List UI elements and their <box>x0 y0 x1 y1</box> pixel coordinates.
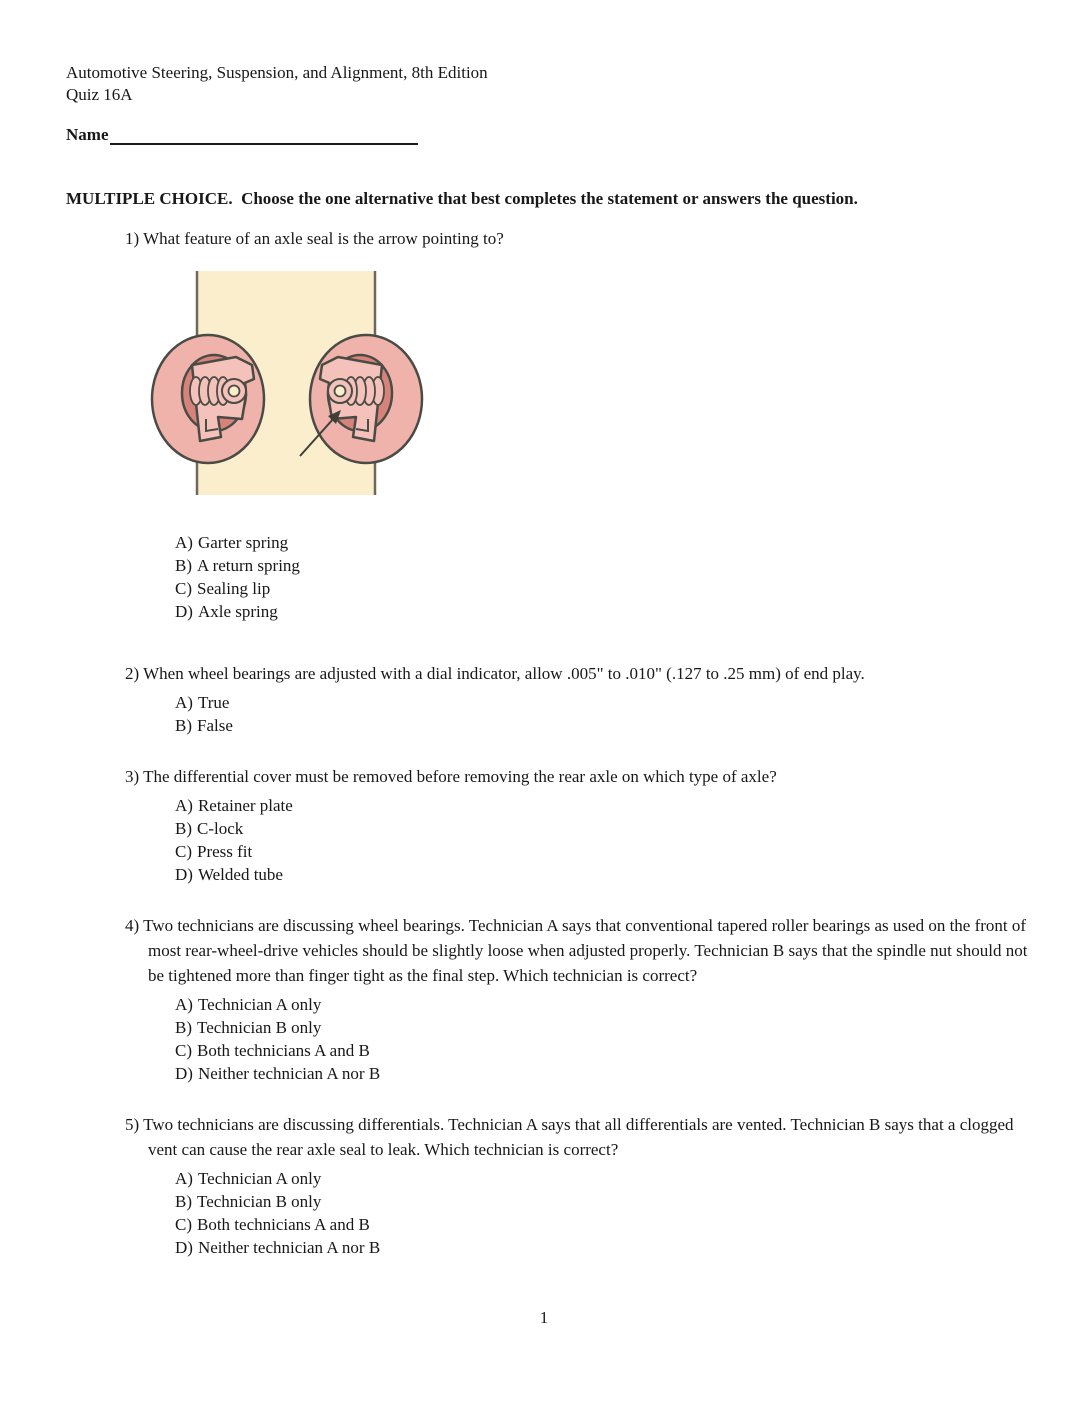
question-number: 3) <box>125 767 140 786</box>
answer-option: C) Press fit <box>175 842 253 861</box>
question-2 <box>125 661 1088 737</box>
answer-option: D) Neither technician A nor B <box>175 1064 381 1083</box>
question-2-options <box>175 691 1088 737</box>
question-number: 2) <box>125 664 140 683</box>
quiz-title: Quiz 16A <box>66 85 133 104</box>
multiple-choice-instructions: MULTIPLE CHOICE. Choose the one alternative that best completes the statement or answers the question. <box>66 189 858 208</box>
question-1-options <box>175 531 1088 623</box>
question-4-text <box>125 913 1032 988</box>
answer-option: D) Axle spring <box>175 602 278 621</box>
answer-option: C) Both technicians A and B <box>175 1041 370 1060</box>
seal-right <box>310 335 422 463</box>
question-5 <box>125 1112 1088 1259</box>
question-3 <box>125 764 1088 886</box>
answer-option: B) C-lock <box>175 819 244 838</box>
seal-left <box>152 335 264 463</box>
answer-option: D) Welded tube <box>175 865 283 884</box>
name-row <box>66 124 1088 145</box>
answer-option: B) A return spring <box>175 556 300 575</box>
answer-option: B) Technician B only <box>175 1192 322 1211</box>
question-number: 5) <box>125 1115 140 1134</box>
course-title: Automotive Steering, Suspension, and Alignment, 8th Edition <box>66 63 488 82</box>
answer-option: A) Retainer plate <box>175 796 293 815</box>
question-body: Two technicians are discussing wheel bearings. Technician A says that conventional tapered roller bearings as used on the front of most rear-wheel-drive vehicles should be slightly loose when adjusted properly. Technician B says that the spindle nut should not be tightened more than finger tight as the final step. Which technician is correct? <box>143 916 1028 985</box>
question-body: What feature of an axle seal is the arrow pointing to? <box>143 229 504 248</box>
page-number: 1 <box>539 1308 549 1327</box>
name-blank-line <box>110 124 418 145</box>
answer-option: B) Technician B only <box>175 1018 322 1037</box>
answer-option: A) Technician A only <box>175 1169 322 1188</box>
question-3-options <box>175 794 1088 886</box>
question-number: 4) <box>125 916 140 935</box>
document-header <box>66 0 1088 106</box>
question-body: When wheel bearings are adjusted with a dial indicator, allow .005" to .010" (.127 to .25 mm) of end play. <box>143 664 865 683</box>
answer-option: C) Both technicians A and B <box>175 1215 370 1234</box>
question-1 <box>125 226 1088 623</box>
question-1-text <box>125 226 1032 251</box>
question-number: 1) <box>125 229 140 248</box>
page-footer <box>0 1306 1088 1330</box>
question-2-text <box>125 661 1032 686</box>
question-5-options <box>175 1167 1088 1259</box>
question-3-text <box>125 764 1032 789</box>
answer-option: A) Technician A only <box>175 995 322 1014</box>
answer-option: A) Garter spring <box>175 533 289 552</box>
axle-seal-figure <box>148 269 426 495</box>
question-5-text <box>125 1112 1032 1162</box>
answer-option: A) True <box>175 693 230 712</box>
answer-option: C) Sealing lip <box>175 579 271 598</box>
question-4-options <box>175 993 1088 1085</box>
name-label: Name <box>66 125 109 144</box>
answer-option: B) False <box>175 716 233 735</box>
answer-option: D) Neither technician A nor B <box>175 1238 381 1257</box>
question-4 <box>125 913 1088 1085</box>
question-body: The differential cover must be removed before removing the rear axle on which type of axle? <box>143 767 777 786</box>
question-body: Two technicians are discussing differentials. Technician A says that all differentials are vented. Technician B says that a clogged vent can cause the rear axle seal to leak. Which technician is correct? <box>143 1115 1014 1159</box>
